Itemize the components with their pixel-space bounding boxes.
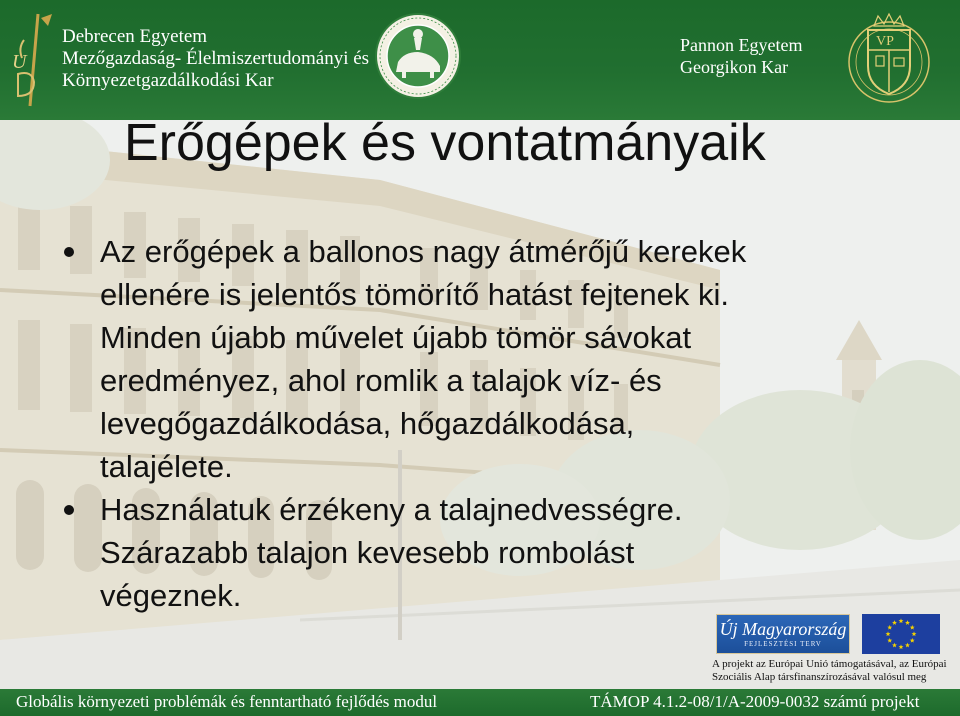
ud-logo: [8, 10, 54, 110]
header-right-line: Georgikon Kar: [680, 57, 789, 77]
header-right-text: [680, 34, 802, 78]
umft-logo-title: Új Magyarország: [719, 619, 847, 639]
header-band: [0, 0, 960, 120]
bullet-line: Használatuk érzékeny a talajnedvességre.: [100, 492, 683, 527]
bullet-list: [60, 230, 880, 617]
footer-module-title: Globális környezeti problémák és fenntartható fejlődés modul: [16, 692, 438, 711]
header-right-line: Pannon Egyetem: [680, 35, 803, 55]
svg-text:U: U: [12, 51, 27, 73]
bullet-text: [100, 230, 880, 488]
footer-band: [0, 689, 960, 716]
eu-support-note: [712, 658, 947, 684]
header-left-line: Debrecen Egyetem: [62, 26, 208, 47]
umft-logo-subtitle: FEJLESZTÉSI TERV: [744, 640, 822, 648]
bullet-text: [100, 488, 880, 617]
bullet-line: talajélete.: [100, 449, 233, 484]
eu-flag-icon: [862, 614, 940, 654]
eu-logo-block: [716, 614, 940, 654]
bullet-dot-icon: [64, 247, 74, 257]
bullet-line: Az erőgépek a ballonos nagy átmérőjű kerekek: [100, 234, 747, 269]
header-left-line: Mezőgazdaság- Élelmiszertudományi és: [62, 48, 370, 69]
bullet-line: Szárazabb talajon kevesebb rombolást: [100, 535, 635, 570]
slide-title: Erőgépek és vontatmányaik: [124, 114, 766, 172]
uj-magyarorszag-logo: [716, 614, 850, 654]
bullet-line: végeznek.: [100, 578, 242, 613]
university-seal-logo: [374, 12, 462, 100]
bullet-line: levegőgazdálkodása, hőgazdálkodása,: [100, 406, 635, 441]
pannon-university-crest-logo: [846, 8, 932, 112]
header-left-line: Környezetgazdálkodási Kar: [62, 70, 274, 91]
bullet-line: ellenére is jelentős tömörítő hatást fejtenek ki.: [100, 277, 729, 312]
svg-text:VP: VP: [876, 34, 894, 49]
footer-project-id: TÁMOP 4.1.2-08/1/A-2009-0032 számú projekt: [590, 692, 920, 711]
bullet-item: [60, 488, 880, 617]
bullet-item: [60, 230, 880, 488]
eu-note-line: Szociális Alap társfinanszírozásával valósul meg: [712, 671, 927, 683]
bullet-line: eredményez, ahol romlik a talajok víz- és: [100, 363, 662, 398]
bullet-line: Minden újabb művelet újabb tömör sávokat: [100, 320, 692, 355]
header-left-text: [62, 26, 369, 92]
eu-note-line: A projekt az Európai Unió támogatásával, az Európai: [712, 658, 947, 670]
bullet-dot-icon: [64, 505, 74, 515]
